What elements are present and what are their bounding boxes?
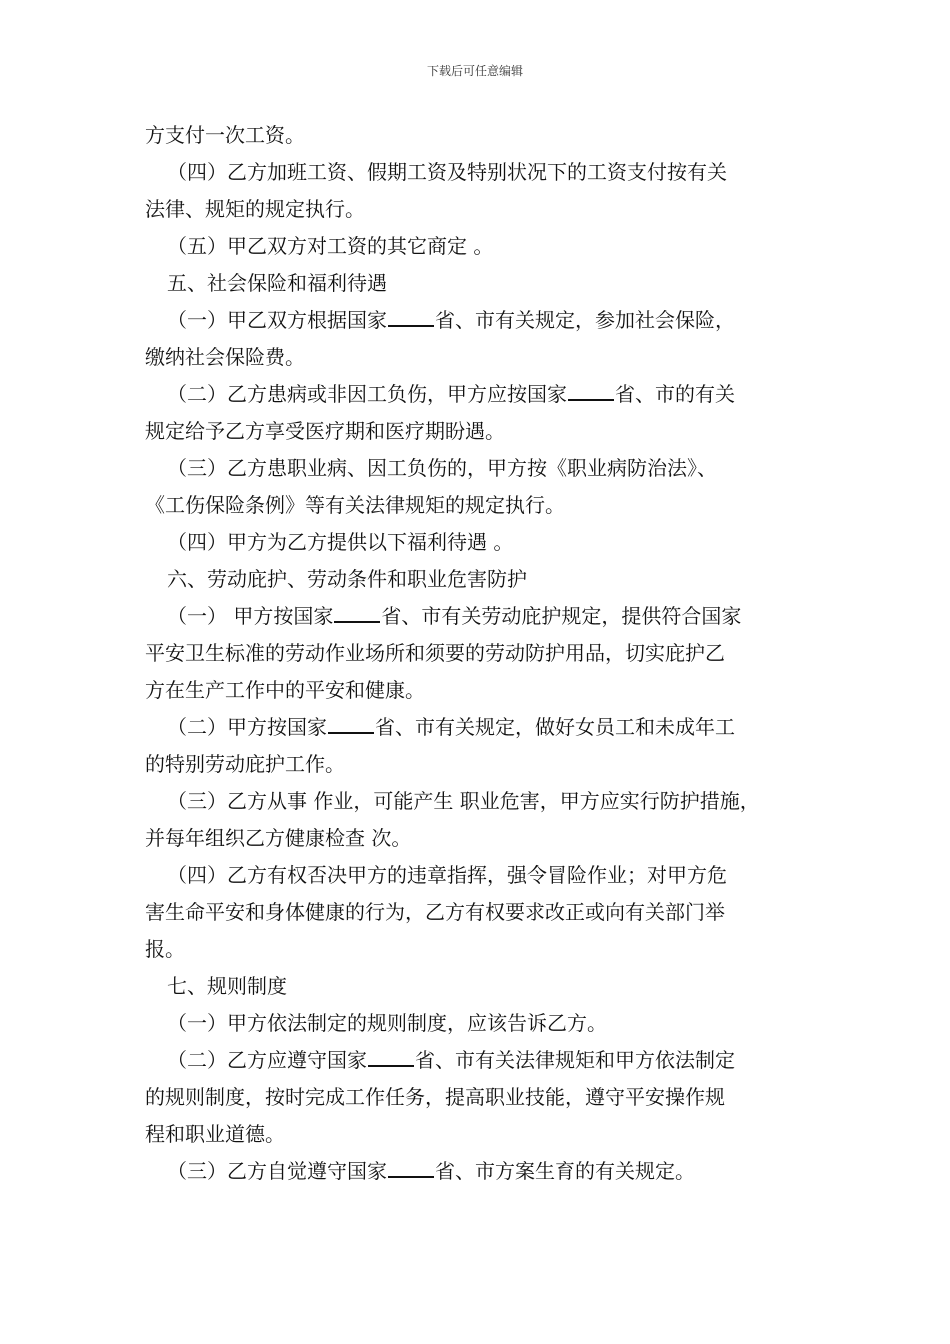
text-line: 并每年组织乙方健康检查 次。 — [145, 826, 412, 850]
page-header: 下载后可任意编辑 — [426, 64, 523, 78]
text-line: 方在生产工作中的平安和健康。 — [145, 678, 425, 702]
text-line: 平安卫生标准的劳动作业场所和须要的劳动防护用品，切实庇护乙 — [145, 641, 725, 665]
text-line: （三）乙方患职业病、因工负伤的，甲方按《职业病防治法》、 — [167, 456, 717, 480]
fill-blank — [328, 712, 374, 734]
text-line: （四）乙方加班工资、假期工资及特别状况下的工资支付按有关 — [167, 160, 727, 184]
text-line: （一）甲方依法制定的规则制度，应该告诉乙方。 — [167, 1011, 607, 1035]
text-line: （四）甲方为乙方提供以下福利待遇 。 — [167, 530, 514, 554]
text-line: 缴纳社会保险费。 — [145, 345, 305, 369]
fill-blank — [368, 1045, 414, 1067]
text-line: 法律、规矩的规定执行。 — [145, 197, 365, 221]
text-line: （三）乙方从事 作业，可能产生 职业危害，甲方应实行防护措施， — [167, 789, 760, 813]
fill-blank — [568, 379, 614, 401]
section-heading: 七、规则制度 — [167, 974, 287, 998]
text-line: （五）甲乙双方对工资的其它商定 。 — [167, 234, 494, 258]
text-line: （二）乙方应遵守国家 省、市有关法律规矩和甲方依法制定 — [167, 1045, 735, 1075]
text-line: 规定给予乙方享受医疗期和医疗期盼遇。 — [145, 419, 505, 443]
text-line: （一） 甲方按国家 省、市有关劳动庇护规定，提供符合国家 — [167, 601, 741, 631]
text-line: （三）乙方自觉遵守国家 省、市方案生育的有关规定。 — [167, 1156, 695, 1186]
fill-blank — [334, 601, 380, 623]
section-heading: 五、社会保险和福利待遇 — [167, 271, 387, 295]
text-line: （二）甲方按国家 省、市有关规定，做好女员工和未成年工 — [167, 712, 735, 742]
text-line: 程和职业道德。 — [145, 1122, 285, 1146]
text-line: 报。 — [145, 937, 185, 961]
section-heading: 六、劳动庇护、劳动条件和职业危害防护 — [167, 567, 527, 591]
text-line: （二）乙方患病或非因工负伤，甲方应按国家 省、市的有关 — [167, 379, 735, 409]
text-line: （四）乙方有权否决甲方的违章指挥，强令冒险作业；对甲方危 — [167, 863, 727, 887]
text-line: （一）甲乙双方根据国家 省、市有关规定，参加社会保险， — [167, 305, 735, 335]
text-line: 的特别劳动庇护工作。 — [145, 752, 345, 776]
text-line: 方支付一次工资。 — [145, 123, 305, 147]
text-line: 《工伤保险条例》等有关法律规矩的规定执行。 — [145, 493, 565, 517]
fill-blank — [388, 305, 434, 327]
text-line: 害生命平安和身体健康的行为，乙方有权要求改正或向有关部门举 — [145, 900, 725, 924]
text-line: 的规则制度，按时完成工作任务，提高职业技能，遵守平安操作规 — [145, 1085, 725, 1109]
fill-blank — [388, 1156, 434, 1178]
